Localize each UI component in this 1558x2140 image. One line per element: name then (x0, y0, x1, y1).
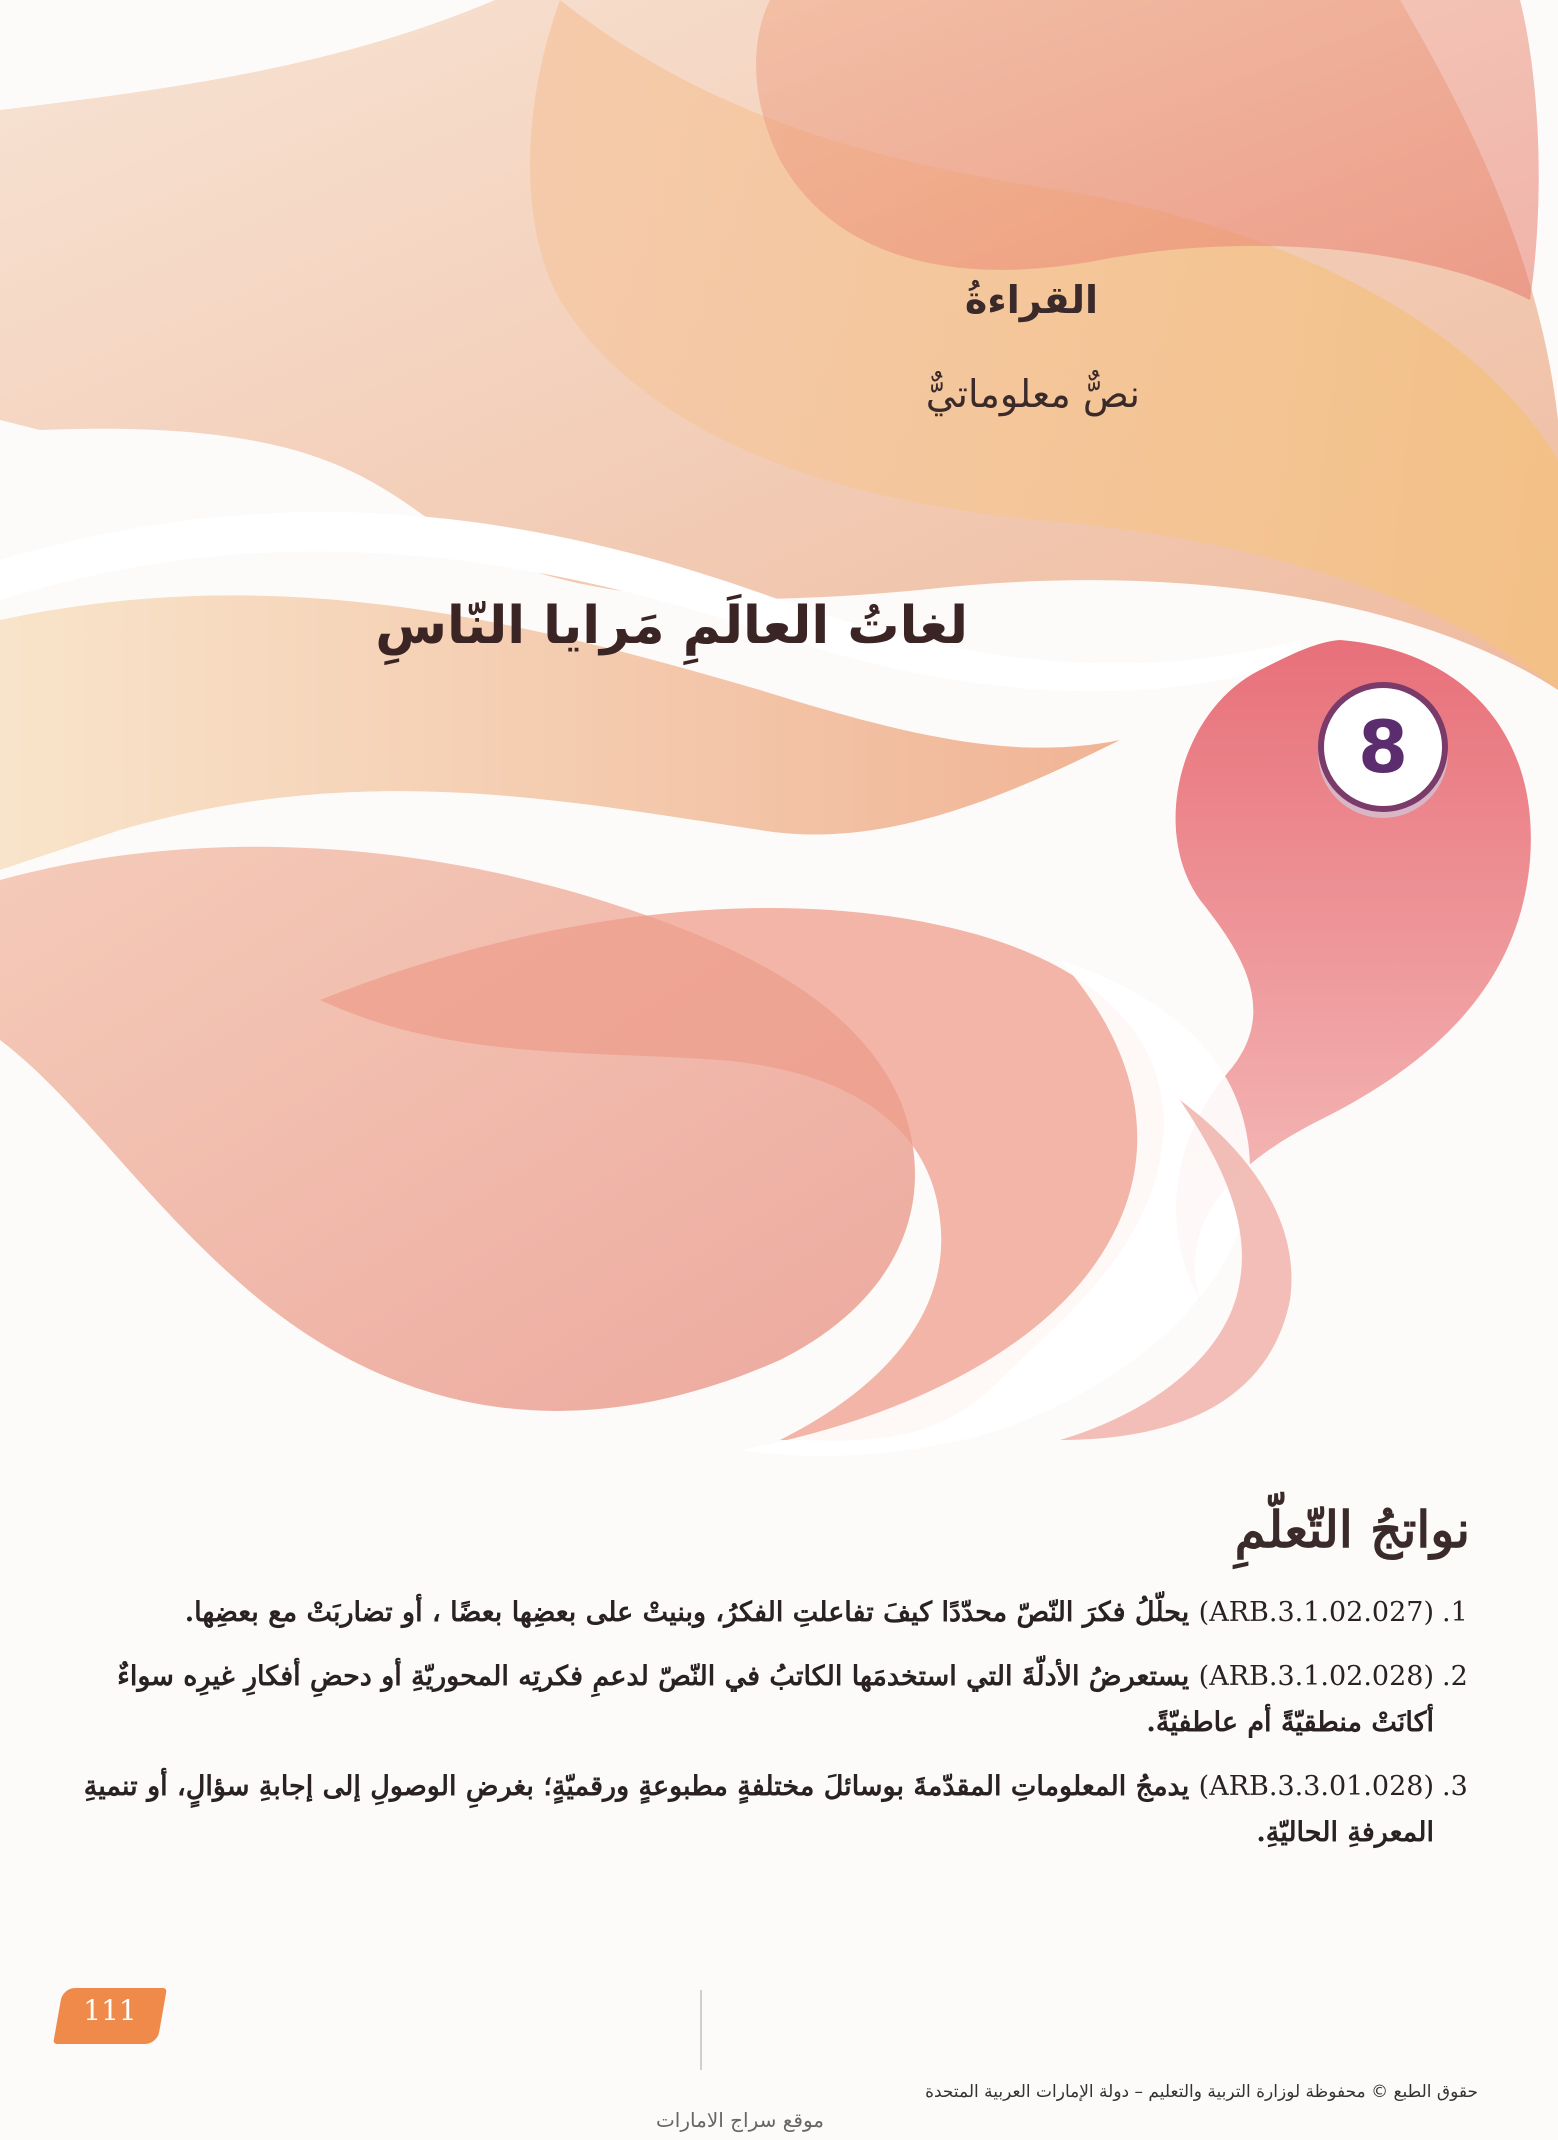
outcome-code: (ARB.3.3.01.028) (1198, 1771, 1434, 1802)
copyright-notice: حقوق الطبع © محفوظة لوزارة التربية والتعليم – دولة الإمارات العربية المتحدة (925, 2082, 1478, 2102)
outcome-item (58, 1654, 1498, 1746)
learning-outcomes-list (58, 1590, 1498, 1874)
site-footer-text: موقع سراج الامارات (655, 2108, 825, 2132)
lesson-number-badge: 8 (1318, 682, 1448, 812)
outcome-text: يحلّلُ فكرَ النّصّ محدّدًا كيفَ تفاعلتِ الفكرُ، وبنيتْ على بعضِها بعضًا ، أو تضاربَتْ مع بعضِها. (184, 1597, 1190, 1628)
outcome-item (58, 1590, 1498, 1636)
text-type-label: نصٌّ معلوماتيٌّ (925, 372, 1140, 416)
outcome-text: يستعرضُ الأدلّةَ التي استخدمَها الكاتبُ في النّصّ لدعمِ فكرتِه المحوريّةِ أو دحضِ أفكارِ غيرِه سواءٌ أكانَتْ منطقيّةً أم عاطفيّةً. (117, 1661, 1434, 1738)
outcome-number: 3. (1442, 1771, 1468, 1802)
page-number: 111 (83, 1994, 137, 2027)
lesson-title: لغاتُ العالَمِ مَرايا النّاسِ (375, 596, 968, 656)
section-label: القراءةُ (964, 278, 1098, 322)
outcome-number: 2. (1442, 1661, 1468, 1692)
outcome-code: (ARB.3.1.02.028) (1198, 1661, 1434, 1692)
outcome-text: يدمجُ المعلوماتِ المقدّمةَ بوسائلَ مختلفةٍ مطبوعةٍ ورقميّةٍ؛ بغرضِ الوصولِ إلى إجابةِ سؤالٍ، أو تنميةِ المعرفةِ الحاليّةِ. (83, 1771, 1434, 1848)
outcome-item (58, 1764, 1498, 1856)
footer-divider (700, 1990, 702, 2070)
outcome-number: 1. (1442, 1597, 1468, 1628)
learning-outcomes-heading: نواتجُ التّعلّمِ (1234, 1500, 1470, 1559)
outcome-code: (ARB.3.1.02.027) (1198, 1597, 1434, 1628)
